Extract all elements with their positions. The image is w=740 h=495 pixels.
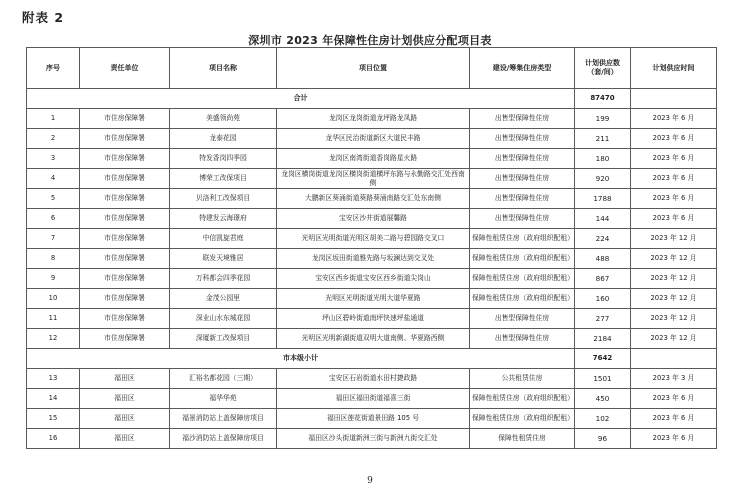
cell-seq: 11	[27, 309, 80, 329]
cell-type: 出售型保障性住房	[470, 189, 575, 209]
cell-type: 保障性租赁住房（政府组织配租）	[470, 249, 575, 269]
page-number: 9	[367, 476, 373, 486]
table-row	[27, 149, 717, 169]
cell-unit: 市住房保障署	[80, 189, 170, 209]
cell-seq: 4	[27, 169, 80, 189]
subtotal-empty	[631, 349, 717, 369]
cell-type: 出售型保障性住房	[470, 309, 575, 329]
cell-seq: 1	[27, 109, 80, 129]
cell-unit: 福田区	[80, 389, 170, 409]
cell-time: 2023 年 6 月	[631, 129, 717, 149]
table-row	[27, 229, 717, 249]
cell-name: 联发天境雅居	[170, 249, 277, 269]
total-row	[27, 89, 717, 109]
cell-name: 美盛领尚苑	[170, 109, 277, 129]
table-row	[27, 249, 717, 269]
header-seq: 序号	[27, 48, 80, 89]
cell-location: 福田区沙头街道新洲三街与新洲九街交汇处	[277, 429, 470, 449]
cell-location: 福田区福田街道福喜三街	[277, 389, 470, 409]
cell-seq: 10	[27, 289, 80, 309]
cell-time: 2023 年 6 月	[631, 209, 717, 229]
cell-time: 2023 年 6 月	[631, 169, 717, 189]
header-row	[27, 48, 717, 89]
cell-qty: 2184	[575, 329, 631, 349]
table-row	[27, 109, 717, 129]
document-title: 深圳市 2023 年保障性住房计划供应分配项目表	[248, 34, 492, 47]
cell-location: 龙华区民治街道新区大道民丰路	[277, 129, 470, 149]
cell-qty: 277	[575, 309, 631, 329]
project-table	[26, 47, 717, 449]
header-location: 项目位置	[277, 48, 470, 89]
cell-unit: 市住房保障署	[80, 249, 170, 269]
cell-type: 保障性租赁住房（政府组织配租）	[470, 389, 575, 409]
cell-seq: 3	[27, 149, 80, 169]
cell-seq: 6	[27, 209, 80, 229]
cell-unit: 市住房保障署	[80, 289, 170, 309]
cell-type: 出售型保障性住房	[470, 329, 575, 349]
cell-unit: 福田区	[80, 429, 170, 449]
cell-qty: 102	[575, 409, 631, 429]
cell-type: 保障性租赁住房（政府组织配租）	[470, 229, 575, 249]
cell-seq: 16	[27, 429, 80, 449]
cell-location: 龙岗区南湾街道香岗路星火路	[277, 149, 470, 169]
cell-seq: 8	[27, 249, 80, 269]
header-name: 项目名称	[170, 48, 277, 89]
cell-unit: 市住房保障署	[80, 129, 170, 149]
cell-time: 2023 年 12 月	[631, 329, 717, 349]
cell-location: 龙岗区横岗街道龙岗区横岗街道横坪东路与永勤路交汇处西南侧	[277, 169, 470, 189]
cell-qty: 224	[575, 229, 631, 249]
table-row	[27, 389, 717, 409]
cell-unit: 福田区	[80, 409, 170, 429]
cell-unit: 市住房保障署	[80, 309, 170, 329]
table-row	[27, 129, 717, 149]
cell-name: 深业山水东城花园	[170, 309, 277, 329]
cell-location: 大鹏新区葵涌街道葵路葵涌南路交汇处东南侧	[277, 189, 470, 209]
cell-seq: 2	[27, 129, 80, 149]
header-qty: 计划供应数（套/间）	[575, 48, 631, 89]
table-row	[27, 189, 717, 209]
cell-qty: 920	[575, 169, 631, 189]
total-empty	[631, 89, 717, 109]
cell-name: 贝洛利工改保项目	[170, 189, 277, 209]
cell-unit: 市住房保障署	[80, 209, 170, 229]
table-row	[27, 369, 717, 389]
cell-location: 宝安区沙井街道展馨路	[277, 209, 470, 229]
cell-qty: 160	[575, 289, 631, 309]
cell-seq: 12	[27, 329, 80, 349]
cell-name: 博荣工改保项目	[170, 169, 277, 189]
cell-location: 光明区光明街道光明大道华夏路	[277, 289, 470, 309]
cell-name: 福景消防站上盖保障房项目	[170, 409, 277, 429]
cell-time: 2023 年 6 月	[631, 389, 717, 409]
cell-type: 公共租赁住房	[470, 369, 575, 389]
cell-type: 保障性租赁住房	[470, 429, 575, 449]
cell-seq: 13	[27, 369, 80, 389]
attachment-label: 附表 2	[22, 10, 65, 25]
cell-qty: 96	[575, 429, 631, 449]
cell-time: 2023 年 6 月	[631, 409, 717, 429]
cell-seq: 14	[27, 389, 80, 409]
cell-seq: 9	[27, 269, 80, 289]
subtotal-label: 市本级小计	[27, 349, 575, 369]
cell-time: 2023 年 6 月	[631, 429, 717, 449]
cell-qty: 867	[575, 269, 631, 289]
cell-name: 福华华苑	[170, 389, 277, 409]
cell-time: 2023 年 12 月	[631, 229, 717, 249]
cell-unit: 福田区	[80, 369, 170, 389]
cell-name: 金茂公园里	[170, 289, 277, 309]
cell-seq: 7	[27, 229, 80, 249]
cell-time: 2023 年 12 月	[631, 289, 717, 309]
cell-name: 特建发云海璟府	[170, 209, 277, 229]
header-type: 建设/筹集住房类型	[470, 48, 575, 89]
header-unit: 责任单位	[80, 48, 170, 89]
cell-type: 出售型保障性住房	[470, 209, 575, 229]
cell-type: 保障性租赁住房（政府组织配租）	[470, 269, 575, 289]
subtotal-row	[27, 349, 717, 369]
cell-seq: 15	[27, 409, 80, 429]
cell-location: 龙岗区龙岗街道龙坪路龙凤路	[277, 109, 470, 129]
table-row	[27, 269, 717, 289]
cell-unit: 市住房保障署	[80, 169, 170, 189]
cell-seq: 5	[27, 189, 80, 209]
cell-location: 光明区光明新湖街道双明大道南侧、华夏路西侧	[277, 329, 470, 349]
cell-time: 2023 年 6 月	[631, 189, 717, 209]
cell-unit: 市住房保障署	[80, 149, 170, 169]
cell-name: 万科都会四季花园	[170, 269, 277, 289]
cell-qty: 1501	[575, 369, 631, 389]
subtotal-value: 7642	[575, 349, 631, 369]
cell-type: 出售型保障性住房	[470, 129, 575, 149]
cell-qty: 199	[575, 109, 631, 129]
cell-unit: 市住房保障署	[80, 109, 170, 129]
cell-location: 光明区光明街道光明区胡美二路与碧园路交叉口	[277, 229, 470, 249]
cell-qty: 450	[575, 389, 631, 409]
cell-name: 福沙消防站上盖保障房项目	[170, 429, 277, 449]
cell-name: 特发香岗四季园	[170, 149, 277, 169]
cell-name: 深厦新工改保项目	[170, 329, 277, 349]
cell-qty: 144	[575, 209, 631, 229]
cell-unit: 市住房保障署	[80, 229, 170, 249]
cell-location: 福田区莲花街道景田路 105 号	[277, 409, 470, 429]
table-row	[27, 309, 717, 329]
cell-location: 宝安区石岩街道水田村捷政路	[277, 369, 470, 389]
cell-time: 2023 年 12 月	[631, 309, 717, 329]
cell-time: 2023 年 6 月	[631, 149, 717, 169]
table-row	[27, 409, 717, 429]
cell-type: 出售型保障性住房	[470, 149, 575, 169]
cell-name: 汇裕名都花园（三期）	[170, 369, 277, 389]
cell-time: 2023 年 3 月	[631, 369, 717, 389]
table-row	[27, 289, 717, 309]
cell-type: 出售型保障性住房	[470, 169, 575, 189]
cell-location: 宝安区西乡街道宝安区西乡街道尖岗山	[277, 269, 470, 289]
cell-qty: 211	[575, 129, 631, 149]
cell-time: 2023 年 12 月	[631, 269, 717, 289]
cell-time: 2023 年 12 月	[631, 249, 717, 269]
cell-time: 2023 年 6 月	[631, 109, 717, 129]
cell-unit: 市住房保障署	[80, 269, 170, 289]
cell-unit: 市住房保障署	[80, 329, 170, 349]
cell-type: 出售型保障性住房	[470, 109, 575, 129]
total-label: 合计	[27, 89, 575, 109]
cell-qty: 180	[575, 149, 631, 169]
cell-type: 保障性租赁住房（政府组织配租）	[470, 289, 575, 309]
table-row	[27, 169, 717, 189]
cell-qty: 1788	[575, 189, 631, 209]
cell-qty: 488	[575, 249, 631, 269]
total-value: 87470	[575, 89, 631, 109]
table-row	[27, 329, 717, 349]
cell-name: 龙泰花园	[170, 129, 277, 149]
table-row	[27, 429, 717, 449]
cell-location: 坪山区碧岭街道南坪快速坪盐通道	[277, 309, 470, 329]
cell-name: 中信凯旋君庭	[170, 229, 277, 249]
table-row	[27, 209, 717, 229]
cell-type: 保障性租赁住房（政府组织配租）	[470, 409, 575, 429]
header-time: 计划供应时间	[631, 48, 717, 89]
cell-location: 龙岗区坂田街道雅先路与坂澜达到交叉处	[277, 249, 470, 269]
